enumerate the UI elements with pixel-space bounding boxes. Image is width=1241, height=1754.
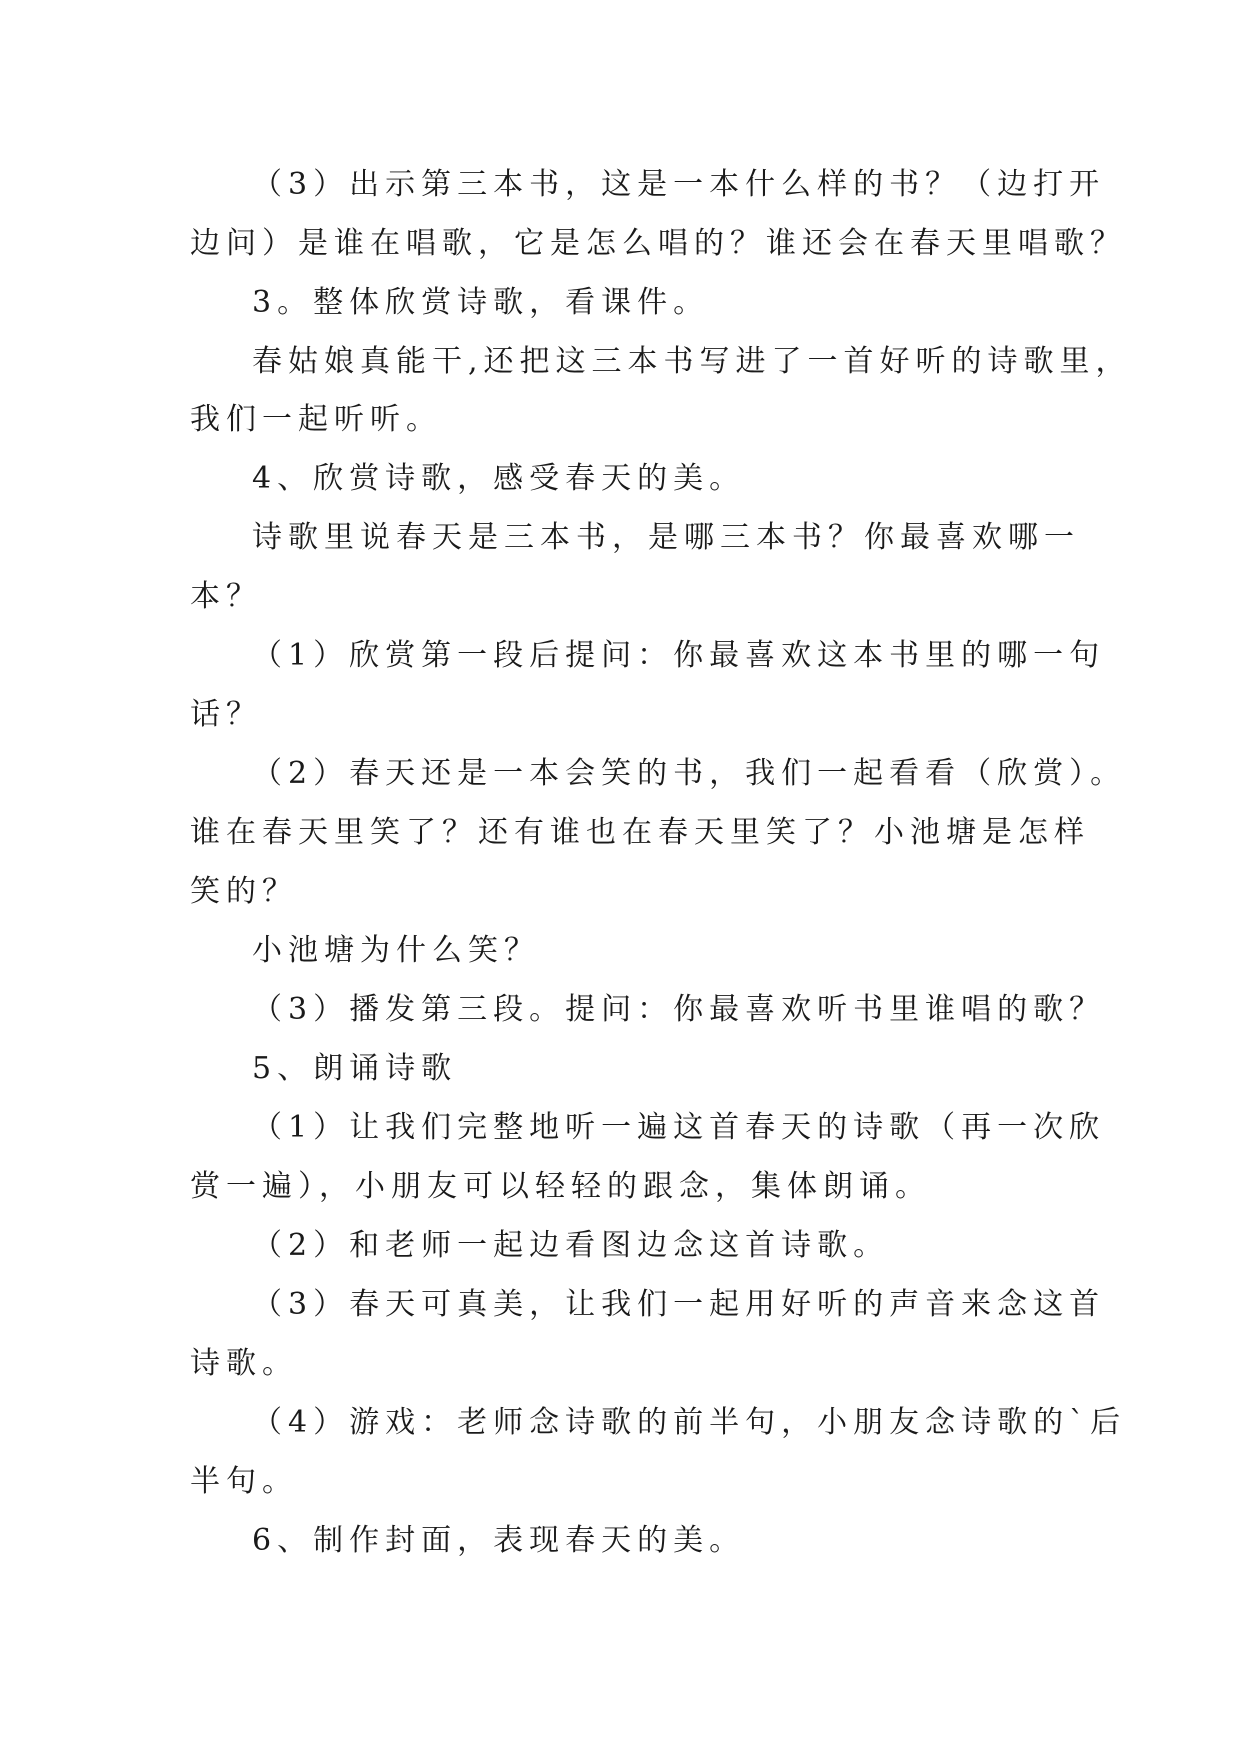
text-line: 赏一遍），小朋友可以轻轻的跟念，集体朗诵。 <box>190 1169 931 1204</box>
text-line: 笑的？ <box>190 874 298 909</box>
text-line: 6、制作封面，表现春天的美。 <box>252 1523 746 1558</box>
text-line: （1）让我们完整地听一遍这首春天的诗歌（再一次欣 <box>252 1110 1106 1145</box>
text-line: 半句。 <box>190 1464 298 1499</box>
text-line: 5、朗诵诗歌 <box>252 1051 458 1086</box>
text-line: 我们一起听听。 <box>190 402 442 437</box>
text-line: 诗歌。 <box>190 1346 298 1381</box>
text-line: 边问）是谁在唱歌，它是怎么唱的？谁还会在春天里唱歌？ <box>190 226 1126 261</box>
text-line: 3。整体欣赏诗歌，看课件。 <box>252 285 710 320</box>
text-line: （4）游戏：老师念诗歌的前半句，小朋友念诗歌的`后 <box>252 1405 1127 1440</box>
text-line: （2）和老师一起边看图边念这首诗歌。 <box>252 1228 890 1263</box>
text-line: 春姑娘真能干,还把这三本书写进了一首好听的诗歌里， <box>252 344 1132 379</box>
text-line: 4、欣赏诗歌，感受春天的美。 <box>252 461 746 496</box>
text-line: （3）播发第三段。提问：你最喜欢听书里谁唱的歌？ <box>252 992 1106 1027</box>
text-line: 小池塘为什么笑？ <box>252 933 540 968</box>
text-line: 话？ <box>190 697 262 732</box>
text-line: 本？ <box>190 579 262 614</box>
text-line: 谁在春天里笑了？还有谁也在春天里笑了？小池塘是怎样 <box>190 815 1090 850</box>
text-line: （3）出示第三本书，这是一本什么样的书？（边打开 <box>252 167 1106 202</box>
text-line: 诗歌里说春天是三本书，是哪三本书？你最喜欢哪一 <box>252 520 1080 555</box>
text-line: （1）欣赏第一段后提问：你最喜欢这本书里的哪一句 <box>252 638 1106 673</box>
text-line: （3）春天可真美，让我们一起用好听的声音来念这首 <box>252 1287 1106 1322</box>
text-line: （2）春天还是一本会笑的书，我们一起看看（欣赏）。 <box>252 756 1127 791</box>
